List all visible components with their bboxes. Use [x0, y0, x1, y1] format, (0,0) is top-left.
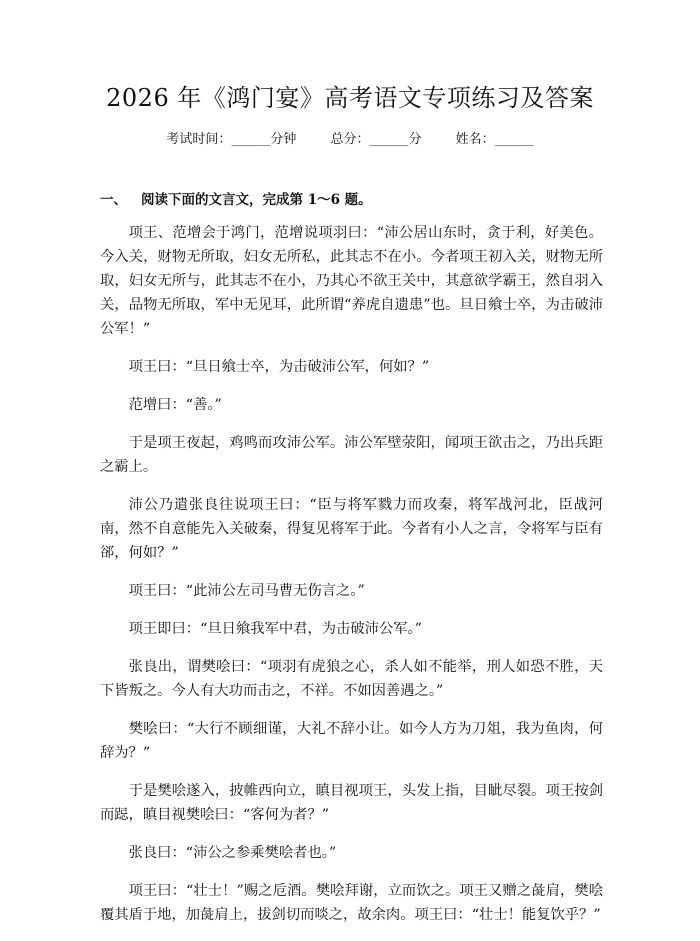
passage-paragraph: 项王曰：“壮士！”赐之卮酒。樊哙拜谢，立而饮之。项王又赠之彘肩，樊哙覆其盾于地，加彘肩上，拔剑切而啖之，故余肉。项王曰：“壮士！能复饮乎？”: [100, 883, 603, 923]
passage-paragraph: 樊哙曰：“大行不顾细谨，大礼不辞小让。如今人方为刀俎，我为鱼肉，何辞为？”: [100, 721, 603, 761]
passage-paragraph: 于是樊哙遂入，披帷西向立，瞋目视项王，头发上指，目眦尽裂。项王按剑而跽，瞋目视樊哙曰：“客何为者？”: [100, 783, 603, 823]
section-instruction: 阅读下面的文言文，完成第 1～6 题。: [141, 192, 372, 208]
exam-time-field: 考试时间：______分钟: [166, 132, 297, 147]
passage-paragraph: 沛公乃遣张良往说项王曰：“臣与将军戮力而攻秦，将军战河北，臣战河南，然不自意能先入关破秦，得复见将军于此。今者有小人之言，令将军与臣有郤，何如？”: [100, 497, 603, 561]
student-name-field: 姓名：______: [455, 132, 534, 147]
passage-paragraph: 项王曰：“旦日飨士卒，为击破沛公军，何如？”: [128, 359, 430, 375]
section-heading: [100, 191, 372, 209]
passage-paragraph: 于是项王夜起，鸡鸣而攻沛公军。沛公军壁荥阳，闻项王欲击之，乃出兵距之霸上。: [100, 435, 603, 475]
document-title: 2026 年《鸿门宴》高考语文专项练习及答案: [106, 84, 594, 112]
section-number: 一、: [100, 192, 127, 208]
passage-body: [100, 221, 603, 941]
exam-info-line: [0, 131, 700, 149]
passage-paragraph: 项王、范增会于鸿门，范增说项羽曰：“沛公居山东时，贪于利，好美色。今入关，财物无所取，妇女无所私，此其志不在小。今者项王初入关，财物无所取，妇女无所与，此其志不在小，乃其心不欲王关中，其意欲学霸王，然自羽入关，品物无所取，军中无见耳，此所谓“养虎自遗患”也。旦日飨士卒，为击破沛公军！”: [100, 225, 603, 337]
total-score-field: 总分：______分: [330, 132, 422, 147]
passage-paragraph: 项王曰：“此沛公左司马曹无伤言之。”: [128, 583, 365, 599]
passage-paragraph: 张良出，谓樊哙曰：“项羽有虎狼之心，杀人如不能举，刑人如恐不胜，天下皆叛之。今人有大功而击之，不祥。不如因善遇之。”: [100, 659, 603, 699]
passage-paragraph: 项王即曰：“旦日飨我军中君，为击破沛公军。”: [128, 621, 422, 637]
passage-paragraph: 张良曰：“沛公之参乘樊哙者也。”: [128, 845, 337, 861]
passage-paragraph: 范增曰：“善。”: [128, 397, 222, 413]
